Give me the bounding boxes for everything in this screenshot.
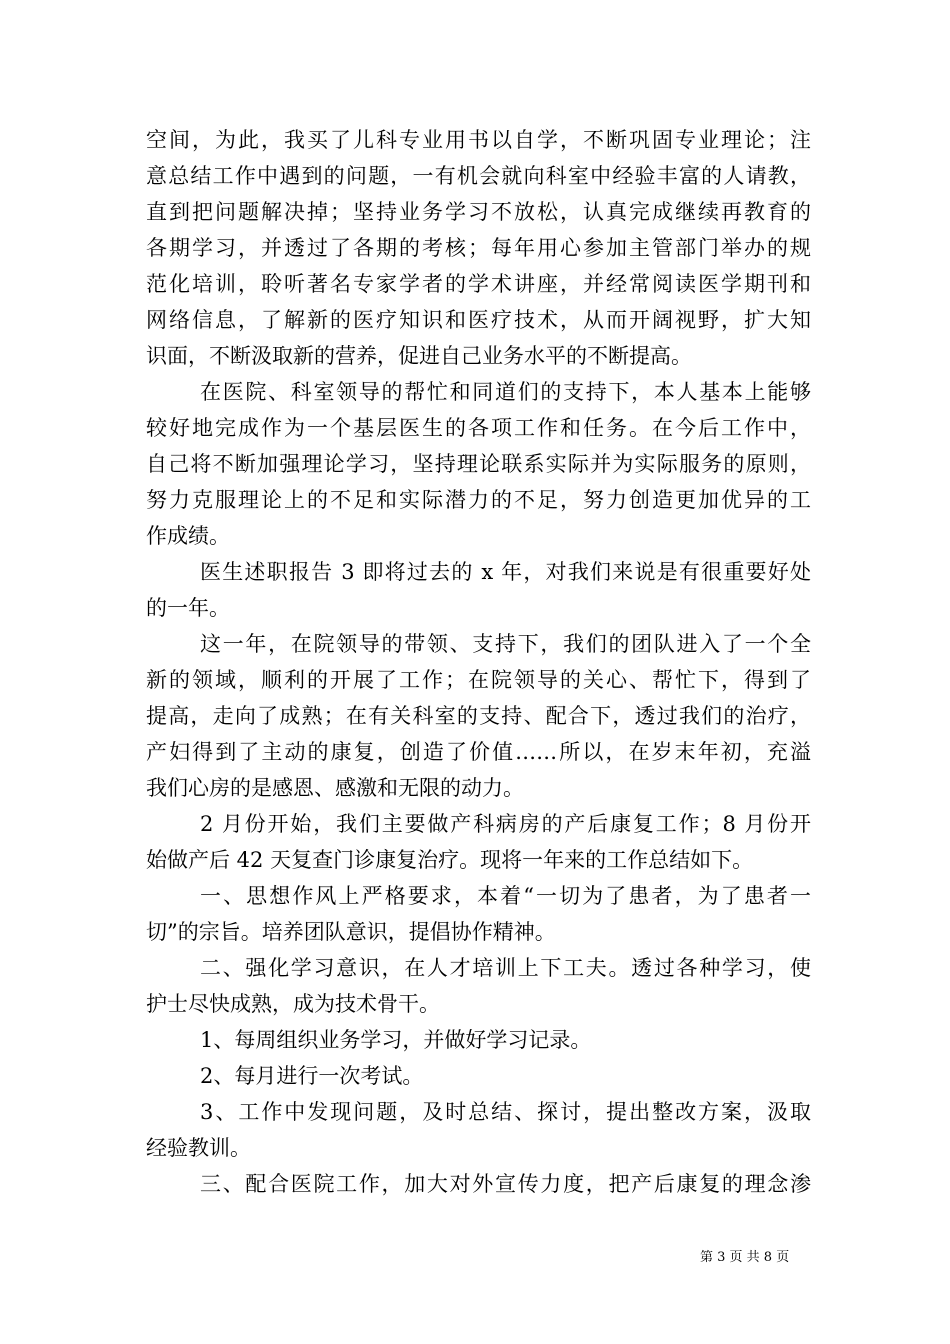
text-line: 识面，不断汲取新的营养，促进自己业务水平的不断提高。	[146, 344, 692, 368]
text-line: 我们心房的是感恩、感激和无限的动力。	[146, 776, 524, 800]
text-line: 范化培训，聆听著名专家学者的学术讲座，并经常阅读医学期刊和	[146, 272, 811, 296]
paragraph-first-line: 在医院、科室领导的帮忙和同道们的支持下，本人基本上能够	[200, 380, 811, 404]
list-item: 2、每月进行一次考试。	[200, 1064, 424, 1088]
text-line: 意总结工作中遇到的问题，一有机会就向科室中经验丰富的人请教，	[146, 164, 811, 188]
paragraph-first-line: 三、配合医院工作，加大对外宣传力度，把产后康复的理念渗	[200, 1172, 811, 1196]
text-line: 护士尽快成熟，成为技术骨干。	[146, 992, 440, 1016]
paragraph-first-line: 2 月份开始，我们主要做产科病房的产后康复工作；8 月份开	[200, 812, 811, 836]
paragraph-first-line: 二、强化学习意识，在人才培训上下工夫。透过各种学习，使	[200, 956, 811, 980]
paragraph-first-line: 这一年，在院领导的带领、支持下，我们的团队进入了一个全	[200, 632, 811, 656]
text-line: 自己将不断加强理论学习，坚持理论联系实际并为实际服务的原则，	[146, 452, 811, 476]
text-line: 各期学习，并透过了各期的考核；每年用心参加主管部门举办的规	[146, 236, 811, 260]
text-line: 的一年。	[146, 596, 230, 620]
paragraph-first-line: 医生述职报告 3 即将过去的 x 年，对我们来说是有很重要好处	[200, 560, 811, 584]
text-line: 直到把问题解决掉；坚持业务学习不放松，认真完成继续再教育的	[146, 200, 811, 224]
text-line: 始做产后 42 天复查门诊康复治疗。现将一年来的工作总结如下。	[146, 848, 754, 872]
text-line: 网络信息，了解新的医疗知识和医疗技术，从而开阔视野，扩大知	[146, 308, 811, 332]
text-line: 提高，走向了成熟；在有关科室的支持、配合下，透过我们的治疗，	[146, 704, 811, 728]
paragraph-first-line: 一、思想作风上严格要求，本着“一切为了患者，为了患者一	[200, 884, 811, 908]
text-line: 产妇得到了主动的康复，创造了价值……所以，在岁末年初，充溢	[146, 740, 811, 764]
text-line: 较好地完成作为一个基层医生的各项工作和任务。在今后工作中，	[146, 416, 811, 440]
text-line: 努力克服理论上的不足和实际潜力的不足，努力创造更加优异的工	[146, 488, 811, 512]
page-number: 第 3 页 共 8 页	[700, 1250, 790, 1265]
list-item: 3、工作中发现问题，及时总结、探讨，提出整改方案，汲取	[200, 1100, 811, 1124]
list-item: 1、每周组织业务学习，并做好学习记录。	[200, 1028, 592, 1052]
text-line: 新的领域，顺利的开展了工作；在院领导的关心、帮忙下，得到了	[146, 668, 811, 692]
text-line: 经验教训。	[146, 1136, 251, 1160]
text-line: 空间，为此，我买了儿科专业用书以自学，不断巩固专业理论；注	[146, 128, 811, 152]
text-line: 切”的宗旨。培养团队意识，提倡协作精神。	[146, 920, 556, 944]
text-line: 作成绩。	[146, 524, 230, 548]
